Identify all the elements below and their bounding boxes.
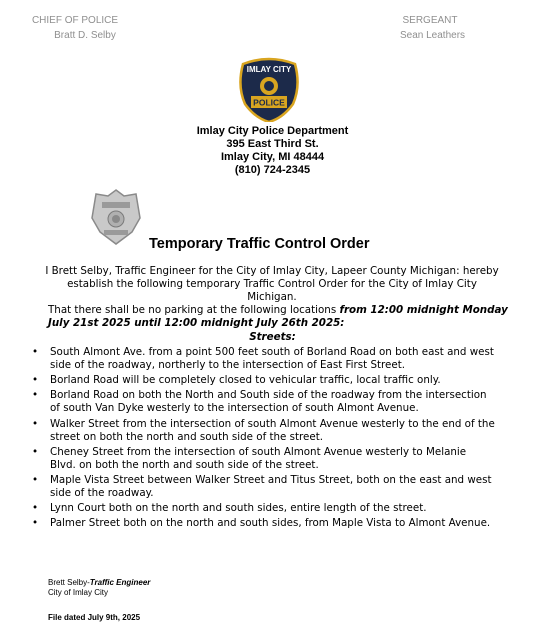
bullet-icon: • [32, 517, 39, 530]
bullet-icon: • [32, 473, 39, 486]
street-text: Borland Road on both the North and South side of the roadway from the intersection of south Van Dyke westerly to the intersection of south Almont Avenue. [50, 389, 487, 415]
signature-title: Traffic Engineer [89, 578, 151, 587]
streets-list [30, 346, 495, 533]
sergeant-label: SERGEANT [402, 15, 458, 26]
no-parking-prefix: That there shall be no parking at the following locations [48, 304, 340, 316]
list-item [30, 517, 495, 530]
signature-name: Brett Selby- [48, 578, 90, 587]
list-item [30, 374, 495, 387]
sergeant-name: Sean Leathers [399, 30, 466, 41]
list-item [30, 418, 495, 444]
logo-banner-text: POLICE [253, 97, 285, 108]
no-parking-statement [48, 304, 508, 330]
signature-org: City of Imlay City [48, 588, 109, 597]
list-item [30, 389, 495, 415]
department-name: Imlay City Police Department [196, 125, 349, 137]
list-item [30, 502, 495, 515]
bullet-icon: • [32, 417, 39, 430]
signature-block [48, 578, 150, 598]
department-city: Imlay City, MI 48444 [220, 151, 325, 163]
list-item [30, 474, 495, 500]
streets-heading: Streets: [249, 331, 296, 343]
chief-of-police-label: CHIEF OF POLICE [31, 15, 119, 26]
street-text: Borland Road will be completely closed to vehicular traffic, local traffic only. [50, 374, 441, 387]
street-text: Lynn Court both on the north and south sides, entire length of the street. [50, 502, 427, 515]
bullet-icon: • [32, 346, 39, 358]
list-item [30, 346, 495, 372]
bullet-icon: • [32, 374, 39, 387]
police-badge-icon [90, 188, 142, 246]
file-date: File dated July 9th, 2025 [48, 613, 141, 622]
police-patch-logo [237, 56, 301, 122]
street-text: Palmer Street both on the north and south sides, from Maple Vista to Almont Avenue. [50, 517, 491, 530]
department-phone: (810) 724-2345 [234, 164, 311, 176]
street-text: Walker Street from the intersection of south Almont Avenue westerly to the end of the street on both the north and south side of the street. [50, 417, 495, 443]
order-intro: I Brett Selby, Traffic Engineer for the City of Imlay City, Lapeer County Michigan: hereby establish the following temporary Traffic Control Order for the City of Imlay City Michigan. [45, 265, 499, 303]
bullet-icon: • [32, 389, 39, 402]
bullet-icon: • [32, 502, 39, 515]
street-text: Cheney Street from the intersection of south Almont Avenue westerly to Melanie Blvd. on both the north and south side of the street. [50, 445, 467, 471]
logo-arc-text: IMLAY CITY [246, 65, 292, 74]
chief-name: Bratt D. Selby [54, 30, 116, 41]
order-title: Temporary Traffic Control Order [149, 236, 370, 252]
department-street: 395 East Third St. [226, 138, 319, 150]
no-parking-dates: from 12:00 midnight Monday July 21st 2025 until 12:00 midnight July 26th 2025: [48, 304, 508, 329]
bullet-icon: • [32, 445, 39, 458]
street-text: South Almont Ave. from a point 500 feet south of Borland Road on both east and west side of the roadway, northerly to the intersection of East First Street. [50, 346, 494, 371]
street-text: Maple Vista Street between Walker Street and Titus Street, both on the east and west side of the roadway. [50, 473, 492, 499]
list-item [30, 446, 495, 472]
